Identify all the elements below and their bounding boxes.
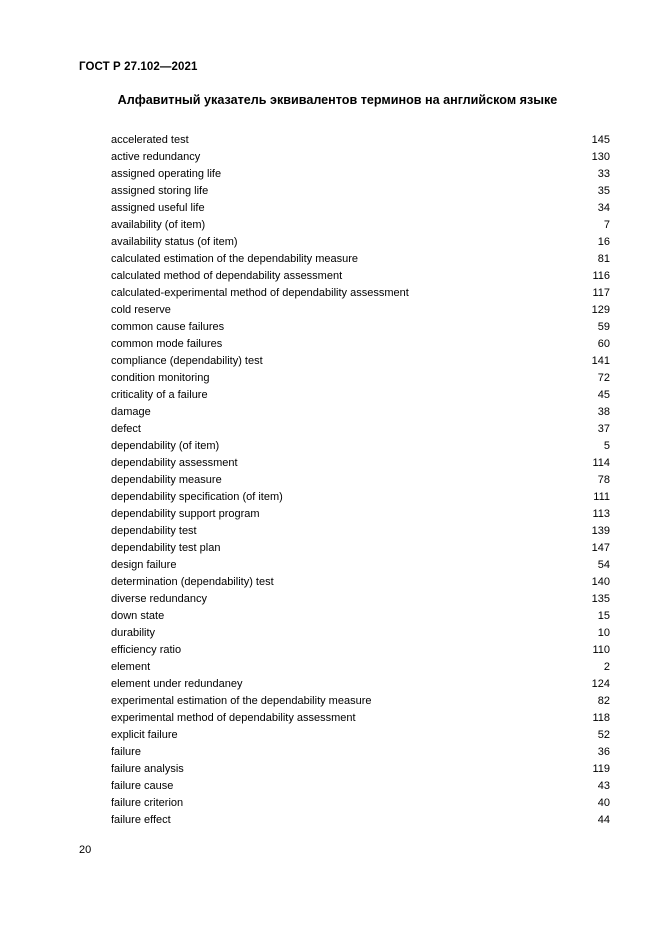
index-entry (111, 727, 610, 744)
index-entry (111, 591, 610, 608)
index-entry-term: design failure (111, 559, 177, 571)
index-entry-term: availability (of item) (111, 219, 206, 231)
index-entry (111, 676, 610, 693)
index-entry-page: 145 (591, 134, 610, 146)
index-entry-term: calculated-experimental method of dependability assessment (111, 287, 409, 299)
index-entry-page: 81 (597, 253, 610, 265)
index-entry-page: 37 (597, 423, 610, 435)
index-entry (111, 149, 610, 166)
index-entry-page: 15 (597, 610, 610, 622)
index-entry-page: 16 (597, 236, 610, 248)
index-entry (111, 795, 610, 812)
index-entry (111, 761, 610, 778)
index-entry (111, 251, 610, 268)
index-entry-page: 40 (597, 797, 610, 809)
index-entry (111, 608, 610, 625)
index-entry-term: failure analysis (111, 763, 184, 775)
index-entry-term: failure cause (111, 780, 174, 792)
index-entry-term: element (111, 661, 151, 673)
index-entry (111, 387, 610, 404)
index-entry-page: 117 (592, 287, 610, 299)
index-entry-term: determination (dependability) test (111, 576, 274, 588)
index-entry-term: diverse redundancy (111, 593, 208, 605)
index-entry-term: durability (111, 627, 156, 639)
index-entry (111, 574, 610, 591)
index-entry-page: 78 (597, 474, 610, 486)
index-entry-page: 44 (597, 814, 610, 826)
index-entry-term: assigned useful life (111, 202, 205, 214)
index-entry-term: condition monitoring (111, 372, 210, 384)
index-entry (111, 370, 610, 387)
index-entry-term: compliance (dependability) test (111, 355, 263, 367)
index-entry-page: 124 (591, 678, 610, 690)
index-entry-page: 5 (603, 440, 610, 452)
index-entry-term: assigned storing life (111, 185, 209, 197)
index-entry (111, 812, 610, 829)
index-entry (111, 693, 610, 710)
index-entry-page: 38 (597, 406, 610, 418)
index-entry-term: explicit failure (111, 729, 178, 741)
index-entry (111, 778, 610, 795)
index-entry-term: experimental method of dependability assessment (111, 712, 356, 724)
index-entry-term: accelerated test (111, 134, 189, 146)
index-entry-term: down state (111, 610, 165, 622)
index-entry-term: active redundancy (111, 151, 201, 163)
index-entry (111, 625, 610, 642)
index-entry-page: 2 (603, 661, 610, 673)
index-entry-page: 52 (597, 729, 610, 741)
index-entry (111, 557, 610, 574)
term-index-list (111, 132, 610, 829)
index-entry-term: cold reserve (111, 304, 171, 316)
index-entry-page: 113 (592, 508, 610, 520)
index-entry-term: calculated estimation of the dependability measure (111, 253, 359, 265)
index-entry (111, 489, 610, 506)
index-entry-page: 82 (597, 695, 610, 707)
index-entry (111, 421, 610, 438)
index-entry (111, 166, 610, 183)
index-entry (111, 353, 610, 370)
index-entry-term: dependability (of item) (111, 440, 220, 452)
index-entry-term: common cause failures (111, 321, 225, 333)
index-entry-page: 111 (593, 491, 610, 503)
index-entry (111, 744, 610, 761)
index-entry-page: 54 (597, 559, 610, 571)
index-entry (111, 523, 610, 540)
index-entry-term: failure effect (111, 814, 171, 826)
index-entry-page: 135 (591, 593, 610, 605)
index-entry (111, 234, 610, 251)
index-entry (111, 472, 610, 489)
index-entry (111, 506, 610, 523)
index-entry-page: 10 (597, 627, 610, 639)
index-entry-term: assigned operating life (111, 168, 222, 180)
index-entry-page: 139 (591, 525, 610, 537)
index-entry-term: efficiency ratio (111, 644, 182, 656)
index-entry (111, 404, 610, 421)
index-entry-page: 110 (592, 644, 610, 656)
index-entry (111, 183, 610, 200)
index-entry (111, 302, 610, 319)
index-entry-term: common mode failures (111, 338, 223, 350)
index-entry-page: 35 (597, 185, 610, 197)
index-entry-page: 118 (592, 712, 610, 724)
index-entry-term: dependability test plan (111, 542, 221, 554)
index-entry (111, 438, 610, 455)
index-entry-page: 36 (597, 746, 610, 758)
index-entry-term: dependability assessment (111, 457, 238, 469)
index-entry-page: 119 (592, 763, 610, 775)
index-entry (111, 336, 610, 353)
index-entry-term: dependability specification (of item) (111, 491, 283, 503)
index-entry-term: element under redundaney (111, 678, 243, 690)
document-code: ГОСТ Р 27.102—2021 (79, 61, 198, 73)
index-entry-term: damage (111, 406, 151, 418)
index-entry (111, 540, 610, 557)
index-entry (111, 268, 610, 285)
index-entry (111, 319, 610, 336)
index-entry (111, 659, 610, 676)
index-entry (111, 200, 610, 217)
index-entry-page: 33 (597, 168, 610, 180)
index-entry-page: 140 (591, 576, 610, 588)
index-entry-term: failure criterion (111, 797, 184, 809)
index-entry (111, 132, 610, 149)
index-entry-term: criticality of a failure (111, 389, 208, 401)
index-entry-page: 130 (591, 151, 610, 163)
index-entry (111, 285, 610, 302)
index-entry-page: 60 (597, 338, 610, 350)
index-entry-term: dependability test (111, 525, 197, 537)
index-entry-term: failure (111, 746, 141, 758)
index-entry (111, 710, 610, 727)
index-entry-page: 43 (597, 780, 610, 792)
index-entry-page: 141 (591, 355, 610, 367)
index-entry-term: experimental estimation of the dependability measure (111, 695, 372, 707)
index-entry-term: availability status (of item) (111, 236, 238, 248)
index-entry (111, 455, 610, 472)
index-entry-term: calculated method of dependability assessment (111, 270, 343, 282)
index-title: Алфавитный указатель эквивалентов терминов на английском языке (117, 93, 558, 107)
index-entry-page: 116 (592, 270, 610, 282)
index-entry-page: 114 (592, 457, 610, 469)
index-entry-page: 72 (597, 372, 610, 384)
index-entry-term: dependability support program (111, 508, 260, 520)
index-entry-page: 147 (591, 542, 610, 554)
index-entry (111, 642, 610, 659)
index-entry-page: 59 (597, 321, 610, 333)
index-entry-page: 129 (591, 304, 610, 316)
index-entry-term: defect (111, 423, 141, 435)
index-entry-term: dependability measure (111, 474, 222, 486)
index-entry (111, 217, 610, 234)
index-entry-page: 7 (603, 219, 610, 231)
page-number: 20 (79, 844, 92, 856)
index-entry-page: 45 (597, 389, 610, 401)
index-entry-page: 34 (597, 202, 610, 214)
